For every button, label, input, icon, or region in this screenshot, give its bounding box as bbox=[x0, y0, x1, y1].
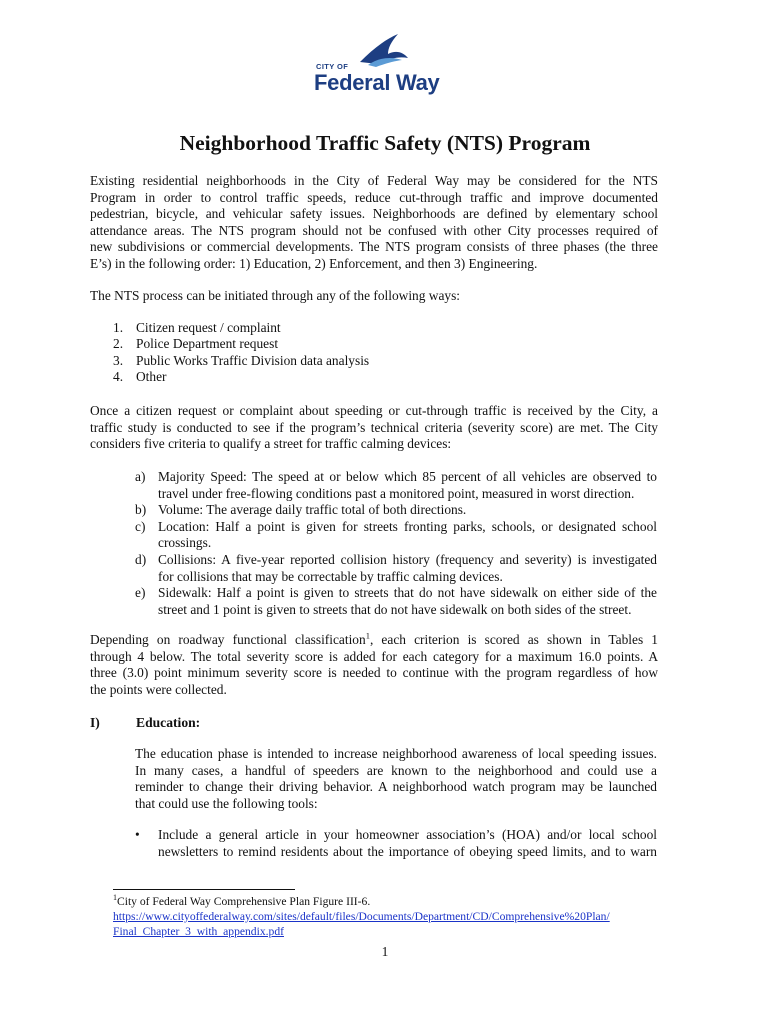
list-text: Police Department request bbox=[136, 336, 279, 352]
intro-line: Existing residential neighborhoods in the City of Federal Way may be considered for the NTS bbox=[90, 173, 658, 188]
list-number: 3. bbox=[113, 352, 124, 368]
intro-line: Program in order to control traffic speeds, reduce cut-through traffic and improve documented bbox=[90, 189, 658, 205]
footnote-link[interactable]: Final_Chapter_3_with_appendix.pdf bbox=[113, 925, 284, 938]
classification-paragraph bbox=[90, 632, 658, 698]
criteria-line: Volume: The average daily traffic total of both directions. bbox=[158, 502, 467, 518]
intro-line: attendance areas. The NTS program should not be confused with other City processes required of bbox=[90, 222, 658, 238]
list-item bbox=[113, 353, 369, 369]
criteria-list bbox=[135, 469, 657, 618]
criteria-line: crossings. bbox=[158, 535, 212, 551]
list-item bbox=[113, 369, 369, 385]
city-logo bbox=[314, 30, 446, 100]
footnote-divider bbox=[113, 889, 295, 890]
list-item bbox=[113, 320, 369, 336]
section-number: I) bbox=[90, 715, 100, 730]
classification-line: three (3.0) point minimum severity score is needed to continue with the program regardless of how bbox=[90, 665, 658, 681]
classification-text: Depending on roadway functional classification bbox=[90, 632, 366, 647]
list-text: Other bbox=[136, 369, 167, 385]
classification-line: the points were collected. bbox=[90, 681, 227, 697]
intro-line: pedestrian, bicycle, and vehicular safety issues. Neighborhoods are defined by elementary school bbox=[90, 206, 658, 222]
footnote-ref: 1 bbox=[365, 630, 370, 641]
citizen-line: considers five criteria to qualify a street for traffic calming devices: bbox=[90, 436, 452, 452]
process-intro-line: The NTS process can be initiated through any of the following ways: bbox=[90, 288, 461, 303]
footnote-link[interactable]: https://www.cityoffederalway.com/sites/default/files/Documents/Department/CD/Comprehensive%20Plan/ bbox=[113, 910, 610, 923]
education-line: that could use the following tools: bbox=[135, 795, 318, 811]
classification-line bbox=[90, 632, 658, 649]
citizen-line: traffic study is conducted to see if the program’s technical criteria (severity score) are met. The City bbox=[90, 419, 658, 435]
criteria-line: Collisions: A five-year reported collision history (frequency and severity) is investigated bbox=[158, 551, 657, 567]
list-item bbox=[135, 502, 657, 519]
classification-text: , each criterion is scored as shown in Tables 1 bbox=[369, 632, 658, 647]
process-list bbox=[113, 320, 369, 386]
criteria-letter: c) bbox=[135, 518, 146, 534]
criteria-letter: a) bbox=[135, 469, 146, 484]
page-number: 1 bbox=[381, 944, 389, 959]
list-text: Public Works Traffic Division data analysis bbox=[136, 352, 370, 368]
footnote-text: City of Federal Way Comprehensive Plan Figure III-6. bbox=[117, 895, 371, 908]
citizen-paragraph bbox=[90, 403, 658, 453]
wave-logo-icon bbox=[358, 32, 410, 68]
citizen-line: Once a citizen request or complaint about speeding or cut-through traffic is received by the City, a bbox=[90, 403, 658, 418]
bullet-symbol: • bbox=[135, 827, 140, 842]
section-title: Education: bbox=[136, 715, 201, 730]
intro-line: E’s) in the following order: 1) Education, 2) Enforcement, and then 3) Engineering. bbox=[90, 255, 538, 271]
education-line: reminder to change their driving behavior. A neighborhood watch program may be launched bbox=[135, 779, 657, 795]
bullet-line: Include a general article in your homeowner association’s (HOA) and/or local school bbox=[158, 827, 657, 842]
list-number: 2. bbox=[113, 336, 124, 352]
criteria-line: Majority Speed: The speed at or below which 85 percent of all vehicles are observed to bbox=[158, 469, 657, 484]
list-item bbox=[135, 552, 657, 585]
criteria-line: Sidewalk: Half a point is given to streets that do not have sidewalk on either side of the bbox=[158, 585, 657, 601]
page-title: Neighborhood Traffic Safety (NTS) Program bbox=[179, 131, 591, 155]
list-number: 1. bbox=[113, 320, 124, 335]
criteria-letter: d) bbox=[135, 551, 147, 567]
criteria-line: for collisions that may be correctable by traffic calming devices. bbox=[158, 568, 503, 584]
education-paragraph bbox=[135, 746, 657, 812]
logo-small-text: CITY OF bbox=[316, 62, 349, 71]
classification-line: through 4 below. The total severity score is added for each category for a maximum 16.0 points. A bbox=[90, 648, 658, 664]
intro-paragraph bbox=[90, 173, 658, 273]
process-intro bbox=[90, 288, 658, 305]
list-item bbox=[135, 585, 657, 618]
list-item bbox=[135, 519, 657, 552]
footnote bbox=[113, 894, 610, 939]
bullet-item bbox=[135, 827, 657, 860]
criteria-letter: e) bbox=[135, 585, 146, 601]
criteria-line: street and 1 point is given to streets that do not have sidewalk on both sides of the street. bbox=[158, 601, 632, 617]
list-item bbox=[135, 469, 657, 502]
criteria-line: travel under free-flowing conditions past a monitored point, measured in worst direction. bbox=[158, 485, 635, 501]
list-text: Citizen request / complaint bbox=[136, 320, 281, 335]
logo-brand-text: Federal Way bbox=[314, 70, 440, 95]
intro-line: new subdivisions or commercial developments. The NTS program consists of three phases (the three bbox=[90, 239, 658, 255]
criteria-line: Location: Half a point is given for streets fronting parks, schools, or designated school bbox=[158, 518, 657, 534]
education-line: In many cases, a handful of speeders are known to the neighborhood and could use a bbox=[135, 762, 657, 778]
list-item bbox=[113, 336, 369, 352]
list-number: 4. bbox=[113, 369, 124, 385]
footnote-number: 1 bbox=[113, 893, 117, 903]
section-heading bbox=[90, 715, 200, 731]
criteria-letter: b) bbox=[135, 502, 147, 518]
education-line: The education phase is intended to increase neighborhood awareness of local speeding issues. bbox=[135, 746, 657, 761]
bullet-line: newsletters to remind residents about the importance of obeying speed limits, and to warn bbox=[158, 843, 657, 859]
